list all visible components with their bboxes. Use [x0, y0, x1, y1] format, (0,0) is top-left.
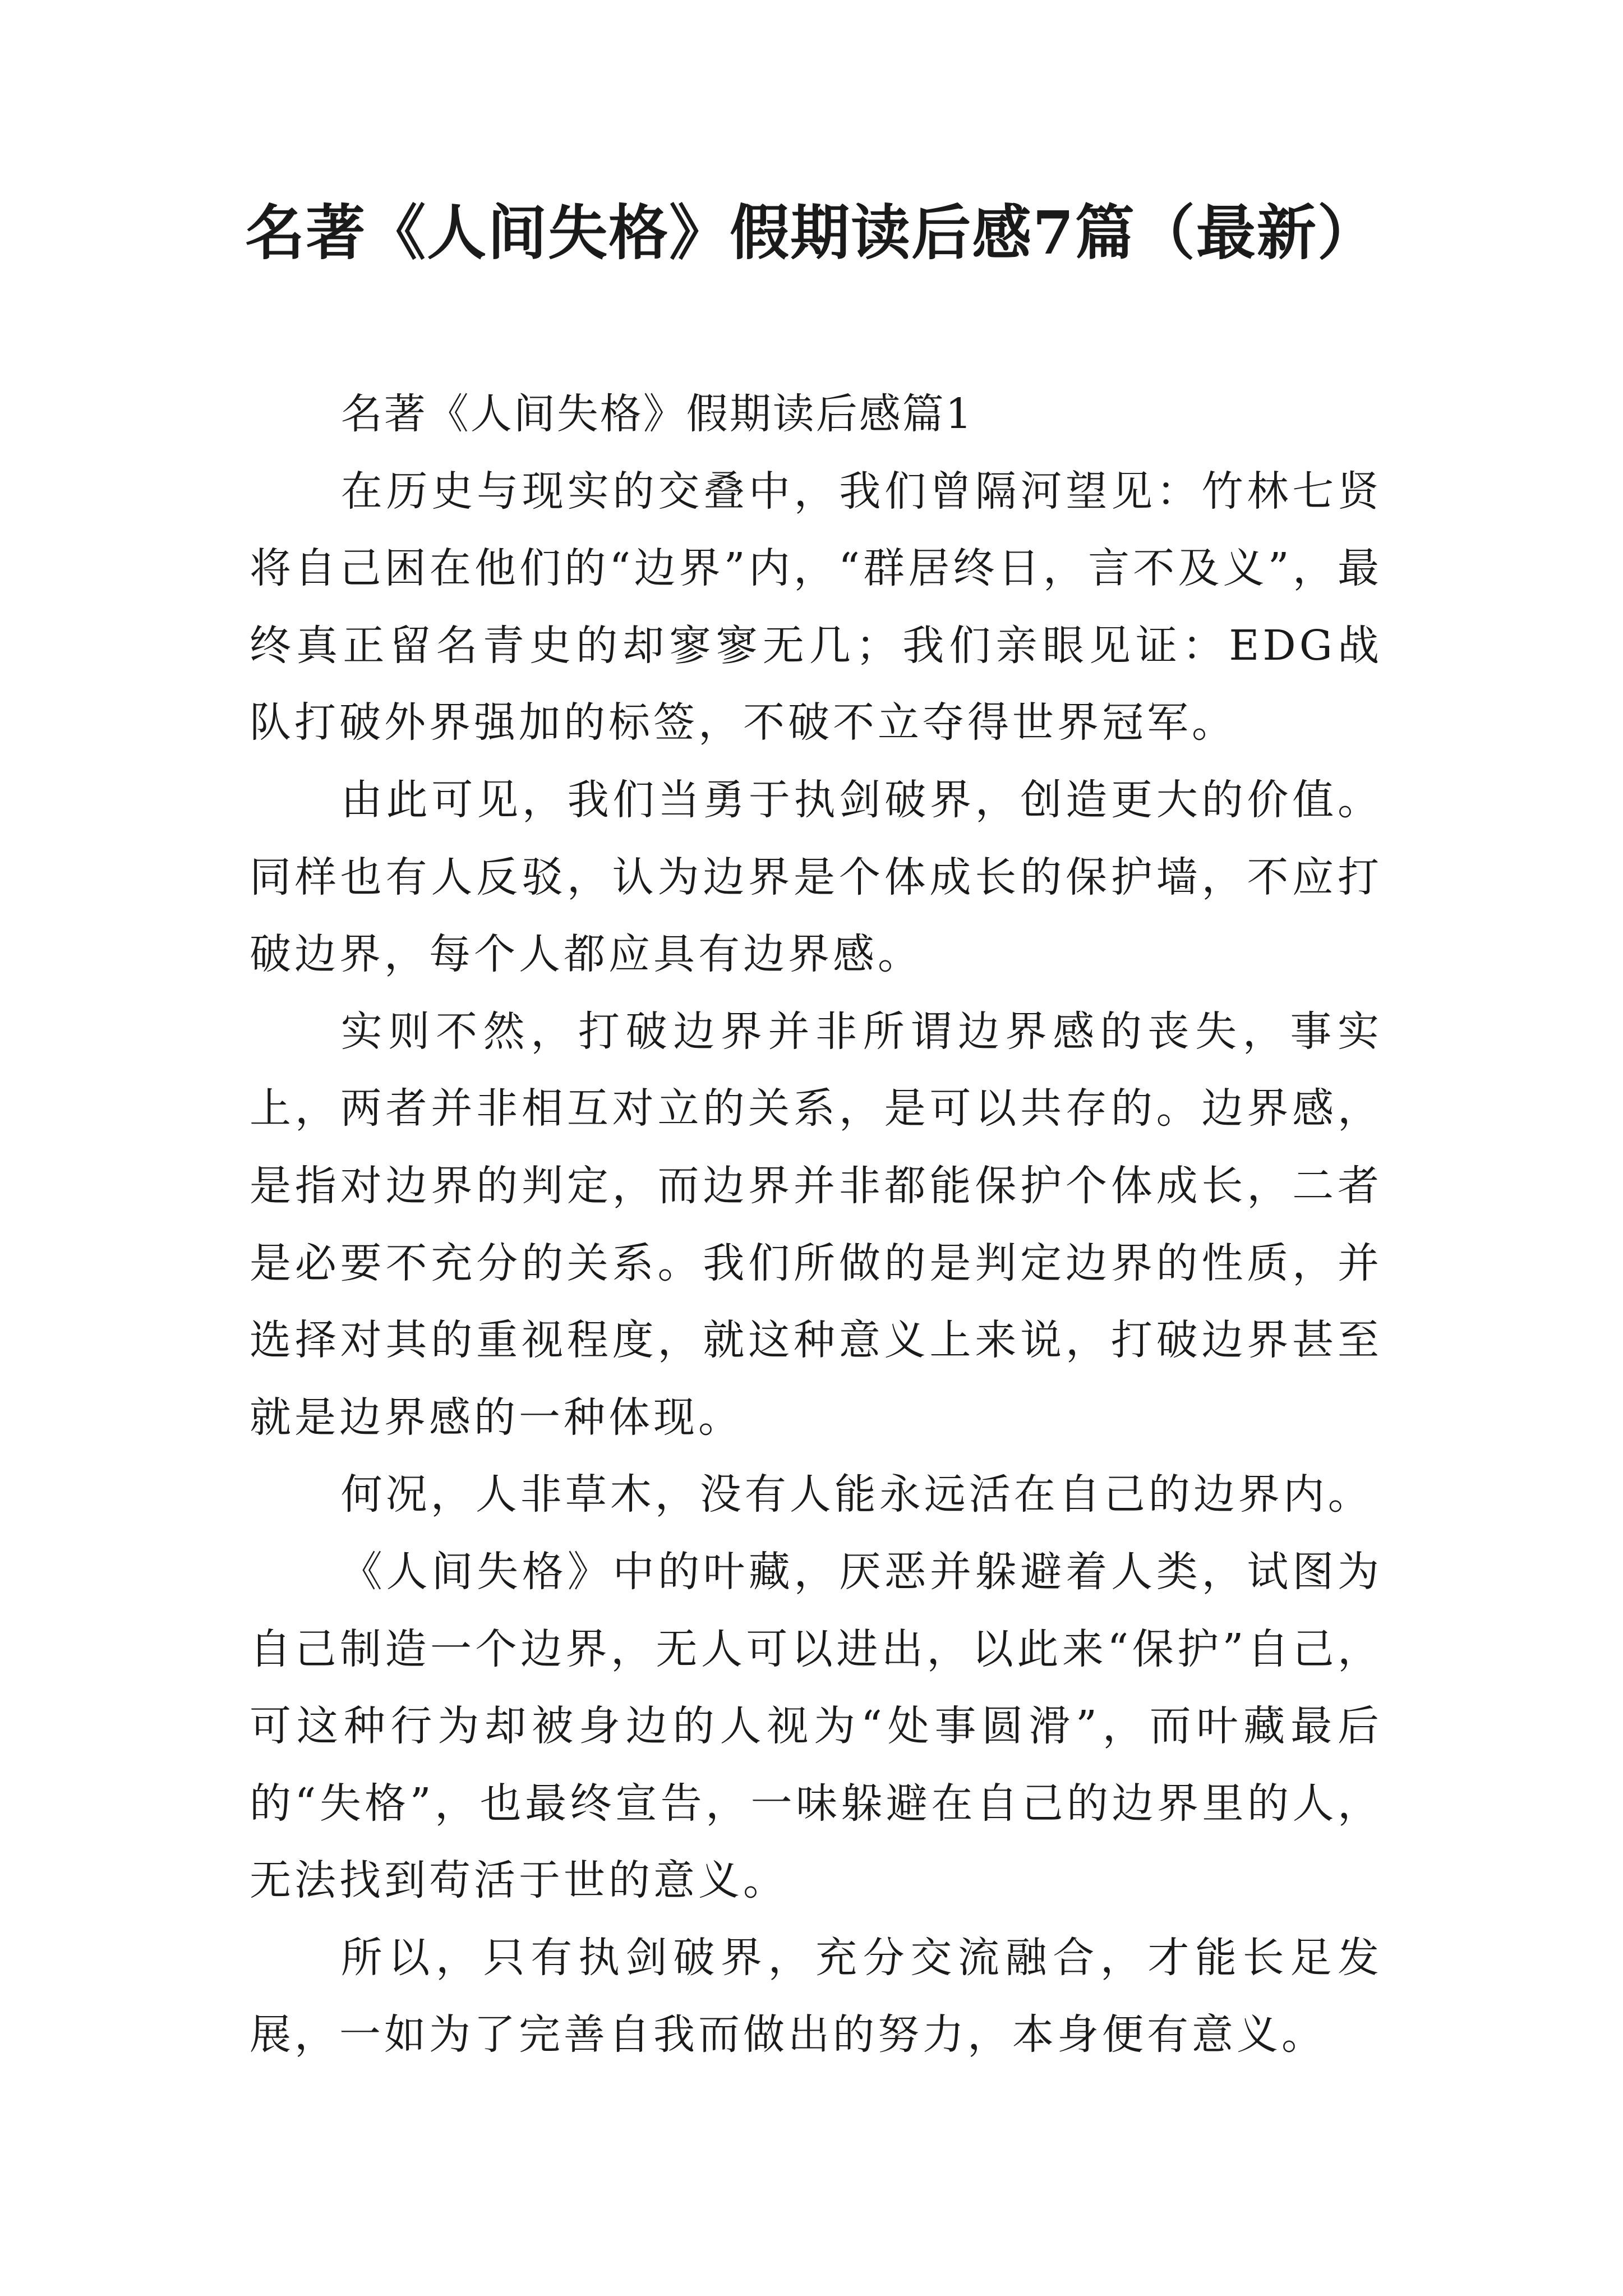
document-title: 名著《人间失格》假期读后感7篇（最新）: [245, 197, 1378, 268]
document-body: [250, 376, 1382, 2074]
paragraph: 在历史与现实的交叠中，我们曾隔河望见：竹林七贤将自己困在他们的“边界”内，“群居终日，言不及义”，最终真正留名青史的却寥寥无几；我们亲眼见证：EDG战队打破外界强加的标签，不破不立夺得世界冠军。: [250, 467, 1382, 747]
paragraph: 所以，只有执剑破界，充分交流融合，才能长足发展，一如为了完善自我而做出的努力，本身便有意义。: [250, 1933, 1382, 2059]
paragraph: 由此可见，我们当勇于执剑破界，创造更大的价值。同样也有人反驳，认为边界是个体成长的保护墙，不应打破边界，每个人都应具有边界感。: [250, 775, 1382, 979]
paragraph: 何况，人非草木，没有人能永远活在自己的边界内。: [340, 1470, 1373, 1519]
paragraph: 《人间失格》中的叶藏，厌恶并躲避着人类，试图为自己制造一个边界，无人可以进出，以此来“保护”自己，可这种行为却被身边的人视为“处事圆滑”，而叶藏最后的“失格”，也最终宣告，一味躲避在自己的边界里的人，无法找到苟活于世的意义。: [250, 1547, 1382, 1905]
paragraph: 实则不然，打破边界并非所谓边界感的丧失，事实上，两者并非相互对立的关系，是可以共存的。边界感，是指对边界的判定，而边界并非都能保护个体成长，二者是必要不充分的关系。我们所做的是判定边界的性质，并选择对其的重视程度，就这种意义上来说，打破边界甚至就是边界感的一种体现。: [250, 1007, 1382, 1442]
section-heading: 名著《人间失格》假期读后感篇1: [340, 390, 974, 438]
